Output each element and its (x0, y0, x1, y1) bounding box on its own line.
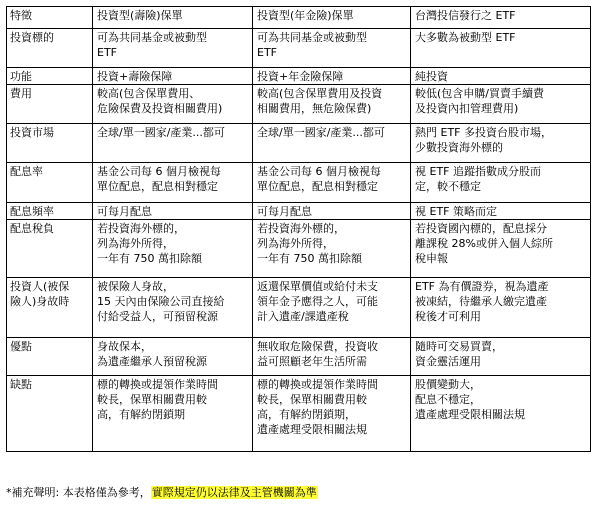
cell-line: 及投資內扣管理費用) (415, 102, 519, 115)
cell-line: 視 ETF 策略而定 (415, 205, 497, 218)
cell-line: 一年有 750 萬扣除額 (97, 252, 202, 265)
cell-line: 投資+年金險保障 (257, 70, 344, 83)
row-label-line: 投資人(被保 (10, 280, 70, 293)
cell-life-policy (93, 220, 253, 278)
cell-life-policy (93, 338, 253, 376)
cell-etf (411, 68, 591, 85)
cell-line: 被保險人身故， (97, 280, 174, 293)
cell-line: 較高(包含保單費用及投資 (257, 87, 383, 100)
cell-line: 全球/單一國家/產業...都可 (257, 126, 385, 139)
table-row (7, 220, 591, 278)
cell-annuity-policy (253, 163, 411, 203)
cell-etf (411, 29, 591, 68)
cell-line: 配息不穩定， (415, 393, 481, 406)
cell-line: 若投資國內標的，配息採分 (415, 222, 547, 235)
cell-line: 較長，保單相關費用較 (97, 393, 207, 406)
cell-line: 標的轉換或提領作業時間 (97, 378, 218, 391)
cell-etf (411, 278, 591, 338)
table-row (7, 163, 591, 203)
cell-etf (411, 220, 591, 278)
cell-line: 身故保本， (97, 340, 152, 353)
cell-line: 基金公司每 6 個月檢視每 (97, 165, 221, 178)
cell-line: 單位配息，配息相對穩定 (257, 180, 378, 193)
cell-line: 較高(包含保單費用、 (97, 87, 201, 100)
cell-annuity-policy (253, 376, 411, 452)
cell-line: 稅後才可利用 (415, 310, 481, 323)
cell-line: 計入遺產/課遺產稅 (257, 310, 349, 323)
cell-line: 可為共同基金或被動型 (257, 31, 367, 44)
cell-etf (411, 376, 591, 452)
cell-line: 返還保單價值或給付未支 (257, 280, 378, 293)
cell-life-policy (93, 124, 253, 163)
row-label (7, 338, 93, 376)
cell-line: 危險保費及投資相關費用) (97, 102, 223, 115)
cell-line: 資金靈活運用 (415, 355, 481, 368)
table-row (7, 203, 591, 220)
cell-line: 一年有 750 萬扣除額 (257, 252, 362, 265)
row-label-line: 配息率 (10, 165, 43, 178)
cell-line: 無收取危險保費，投資收 (257, 340, 378, 353)
table-row (7, 124, 591, 163)
cell-line: 可為共同基金或被動型 (97, 31, 207, 44)
cell-annuity-policy (253, 68, 411, 85)
table-row (7, 85, 591, 124)
cell-annuity-policy (253, 124, 411, 163)
cell-line: 若投資海外標的， (97, 222, 185, 235)
cell-annuity-policy (253, 220, 411, 278)
cell-line: 定，較不穩定 (415, 180, 481, 193)
cell-line: 領年金予應得之人，可能 (257, 295, 378, 308)
cell-life-policy (93, 85, 253, 124)
row-label-line: 缺點 (10, 378, 32, 391)
cell-line: 離課稅 28%或併入個人綜所 (415, 237, 553, 250)
cell-line: 列為海外所得， (257, 237, 334, 250)
cell-line: 15 天內由保險公司直接給 (97, 295, 225, 308)
disclaimer-highlight: 實際規定仍以法律及主管機關為準 (151, 486, 317, 499)
row-label-line: 投資市場 (10, 126, 54, 139)
row-label-line: 配息頻率 (10, 205, 54, 218)
cell-annuity-policy (253, 203, 411, 220)
cell-life-policy (93, 203, 253, 220)
cell-line: 大多數為被動型 ETF (415, 31, 516, 44)
header-cell-feature: 特徵 (7, 7, 93, 29)
cell-line: 相關費用，無危險保費) (257, 102, 372, 115)
header-cell-annuity-policy: 投資型(年金險)保單 (253, 7, 411, 29)
cell-line: 視 ETF 追蹤指數成分股而 (415, 165, 541, 178)
cell-line: 較低(包含申購/買賣手續費 (415, 87, 544, 100)
table-row (7, 278, 591, 338)
cell-line: 益可照顧老年生活所需 (257, 355, 367, 368)
cell-line: 較長，保單相關費用較 (257, 393, 367, 406)
table-row (7, 338, 591, 376)
cell-line: 遺產處理受限相關法規 (415, 408, 525, 421)
comparison-table (6, 6, 591, 452)
cell-line: 遺產處理受限相關法規 (257, 423, 367, 436)
cell-line: 單位配息，配息相對穩定 (97, 180, 218, 193)
cell-line: ETF 為有價證券，視為遺產 (415, 280, 549, 293)
header-row (7, 7, 591, 29)
cell-etf (411, 85, 591, 124)
row-label (7, 85, 93, 124)
cell-line: 純投資 (415, 70, 448, 83)
row-label (7, 163, 93, 203)
cell-line: ETF (97, 46, 117, 59)
cell-line: 可每月配息 (257, 205, 312, 218)
cell-line: 少數投資海外標的 (415, 141, 503, 154)
row-label-line: 配息稅負 (10, 222, 54, 235)
disclaimer-note (6, 485, 318, 500)
table-row (7, 68, 591, 85)
row-label (7, 29, 93, 68)
cell-life-policy (93, 278, 253, 338)
cell-line: 為遺產繼承人預留稅源 (97, 355, 207, 368)
cell-line: 付給受益人，可預留稅源 (97, 310, 218, 323)
table-row (7, 29, 591, 68)
row-label-line: 投資標的 (10, 31, 54, 44)
cell-annuity-policy (253, 85, 411, 124)
cell-line: ETF (257, 46, 277, 59)
cell-line: 被凍結，待繼承人繳完遺產 (415, 295, 547, 308)
cell-line: 列為海外所得， (97, 237, 174, 250)
cell-life-policy (93, 29, 253, 68)
cell-etf (411, 163, 591, 203)
cell-line: 投資+壽險保障 (97, 70, 173, 83)
row-label-line: 險人)身故時 (10, 295, 70, 308)
cell-annuity-policy (253, 278, 411, 338)
row-label (7, 220, 93, 278)
cell-etf (411, 124, 591, 163)
cell-line: 稅申報 (415, 252, 448, 265)
cell-annuity-policy (253, 338, 411, 376)
cell-line: 高，有解約閉鎖期， (257, 408, 356, 421)
row-label (7, 203, 93, 220)
cell-line: 股價變動大， (415, 378, 481, 391)
cell-line: 基金公司每 6 個月檢視每 (257, 165, 381, 178)
cell-etf (411, 338, 591, 376)
cell-life-policy (93, 68, 253, 85)
cell-line: 熱門 ETF 多投資台股市場， (415, 126, 552, 139)
cell-line: 高，有解約閉鎖期 (97, 408, 185, 421)
cell-life-policy (93, 376, 253, 452)
table-row (7, 376, 591, 452)
cell-etf (411, 203, 591, 220)
row-label-line: 功能 (10, 70, 32, 83)
row-label-line: 費用 (10, 87, 32, 100)
disclaimer-prefix: *補充聲明: 本表格僅為參考， (6, 486, 151, 499)
row-label (7, 68, 93, 85)
cell-annuity-policy (253, 29, 411, 68)
row-label (7, 376, 93, 452)
row-label (7, 278, 93, 338)
cell-line: 標的轉換或提領作業時間 (257, 378, 378, 391)
cell-line: 全球/單一國家/產業...都可 (97, 126, 225, 139)
row-label (7, 124, 93, 163)
cell-line: 若投資海外標的， (257, 222, 345, 235)
header-cell-etf: 台灣投信發行之 ETF (411, 7, 591, 29)
cell-line: 可每月配息 (97, 205, 152, 218)
row-label-line: 優點 (10, 340, 32, 353)
cell-life-policy (93, 163, 253, 203)
header-cell-life-policy: 投資型(壽險)保單 (93, 7, 253, 29)
cell-line: 隨時可交易買賣， (415, 340, 503, 353)
